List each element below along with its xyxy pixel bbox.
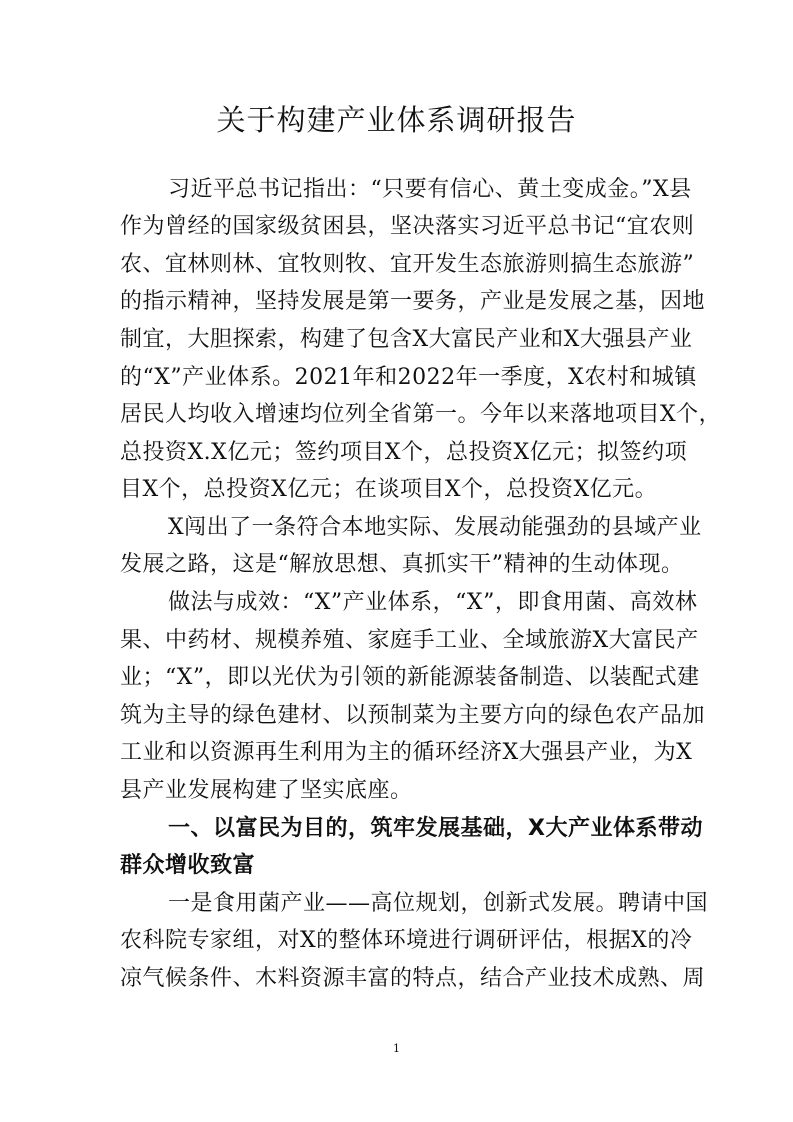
paragraph-line: 发展之路，这是“解放思想、真抓实干”精神的生动体现。 bbox=[120, 552, 684, 577]
paragraph-line: 居民人均收入增速均位列全省第一。今年以来落地项目X个， bbox=[120, 402, 722, 427]
paragraph-line: 总投资X.X亿元；签约项目X个，总投资X亿元；拟签约项 bbox=[120, 440, 688, 465]
paragraph-line: 做法与成效：“X”产业体系，“X”，即食用菌、高效林 bbox=[168, 590, 698, 615]
paragraph-line: 制宜，大胆探索，构建了包含X大富民产业和X大强县产业 bbox=[120, 327, 693, 352]
document-title: 关于构建产业体系调研报告 bbox=[216, 103, 577, 137]
paragraph-line: 的指示精神，坚持发展是第一要务，产业是发展之基，因地 bbox=[120, 289, 706, 314]
paragraph-line: 作为曾经的国家级贫困县，坚决落实习近平总书记“宜农则 bbox=[120, 214, 695, 239]
paragraph-line: 目X个，总投资X亿元；在谈项目X个，总投资X亿元。 bbox=[120, 477, 658, 502]
paragraph-line: 凉气候条件、木料资源丰富的特点，结合产业技术成熟、周 bbox=[120, 966, 706, 991]
paragraph-line: 筑为主导的绿色建材、以预制菜为主要方向的绿色农产品加 bbox=[120, 703, 706, 728]
section-heading-line: 群众增收致富 bbox=[120, 853, 256, 878]
paragraph-line: 一是食用菌产业——高位规划，创新式发展。聘请中国 bbox=[168, 891, 709, 916]
paragraph-line: 工业和以资源再生利用为主的循环经济X大强县产业，为X bbox=[120, 740, 693, 765]
page-number: 1 bbox=[393, 1042, 400, 1055]
paragraph-line: 的“X”产业体系。2021年和2022年一季度，X农村和城镇 bbox=[120, 365, 697, 390]
section-heading-line: 一、以富民为目的，筑牢发展基础，X大产业体系带动 bbox=[168, 816, 703, 841]
paragraph-line: 果、中药材、规模养殖、家庭手工业、全域旅游X大富民产 bbox=[120, 628, 699, 653]
paragraph-line: 农、宜林则林、宜牧则牧、宜开发生态旅游则搞生态旅游” bbox=[120, 252, 695, 277]
paragraph-line: 农科院专家组，对X的整体环境进行调研评估，根据X的冷 bbox=[120, 928, 693, 953]
paragraph-line: 县产业发展构建了坚实底座。 bbox=[120, 778, 413, 803]
paragraph-line: X闯出了一条符合本地实际、发展动能强劲的县域产业 bbox=[168, 515, 702, 540]
paragraph-line: 习近平总书记指出：“只要有信心、黄土变成金。”X县 bbox=[168, 177, 692, 202]
paragraph-line: 业；“X”，即以光伏为引领的新能源装备制造、以装配式建 bbox=[120, 665, 700, 690]
